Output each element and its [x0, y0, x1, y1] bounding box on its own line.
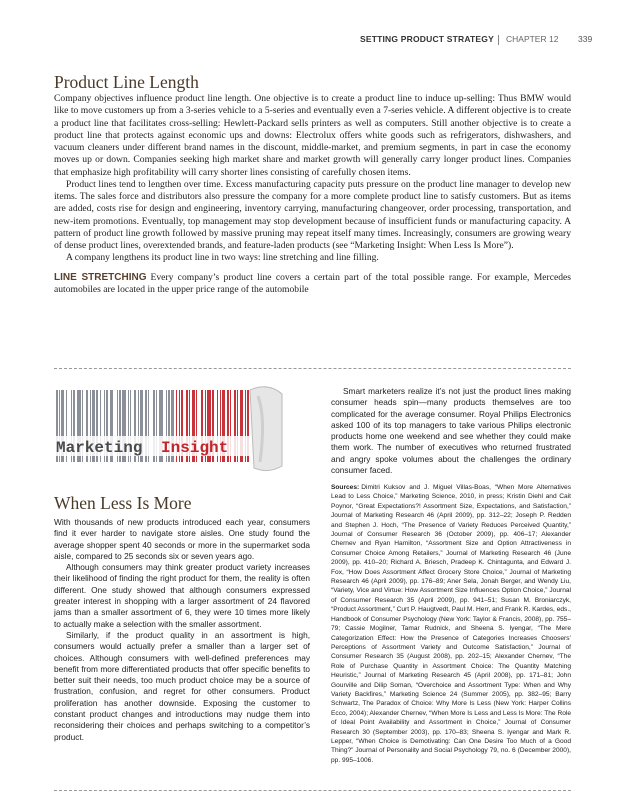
svg-text:Marketing Insight	[56, 439, 228, 457]
line-stretching-heading: LINE STRETCHING	[54, 271, 147, 283]
paragraph-3: A company lengthens its product line in two ways: line stretching and line filling.	[66, 252, 379, 264]
running-header	[0, 34, 623, 48]
sources-note	[331, 483, 571, 765]
page-number: 339	[578, 34, 593, 44]
line-stretching-text: Every company’s product line covers a certain part of the total possible range. For example, Mercedes automobiles are located in the upper price range of the automobile	[54, 271, 571, 295]
body-text	[54, 93, 571, 296]
banner-word-insight: Insight	[161, 439, 229, 457]
line-stretching-paragraph	[54, 272, 571, 297]
barcode-graphic	[54, 382, 312, 472]
insight-paragraph-2: Although consumers may think greater product variety increases their likelihood of finding the right product for them, the reality is often different. One study showed that although consumers expressed greater interest in shopping with a larger assortment of 24 flavored jams than a smaller assortment of 6, they were 10 times more likely to actually make a selection with the smaller assortment.	[54, 562, 310, 629]
insight-title: When Less Is More	[54, 493, 192, 513]
section-heading: Product Line Length	[54, 72, 199, 92]
header-chapter: CHAPTER 12	[506, 34, 559, 44]
insight-right-column	[331, 386, 571, 476]
insight-left-column	[54, 517, 310, 743]
box-bottom-divider	[54, 790, 571, 791]
paragraph-2: Product lines tend to lengthen over time. Excess manufacturing capacity puts pressure on the product line manager to develop new items. The sales force and distributors also pressure the company for a more complete product line to satisfy customers. But as items are added, costs rise for design and engineering, inventory carrying, manufacturing changeover, order processing, transportation, and new-item promotions. Eventually, top management may stop development because of insufficient funds or manufacturing capacity. A pattern of product line growth followed by massive pruning may repeat itself many times. Increasingly, consumers are growing weary of dense product lines, overextended brands, and feature-laden products (see “Marketing Insight: When Less Is More”).	[54, 178, 571, 251]
insight-paragraph-4: Smart marketers realize it’s not just the product lines making consumer heads spin—many products themselves are too complicated for the average consumer. Royal Philips Electronics asked 100 of its top managers to take various Philips electronic products home one weekend and see whether they could make them work. The number of executives who returned frustrated and angry spoke volumes about the challenges the ordinary consumer faced.	[331, 386, 571, 476]
insight-paragraph-3: Similarly, if the product quality in an assortment is high, consumers would actually prefer a smaller than a larger set of choices. Although consumers with well-defined preferences may benefit from more differentiated products that offer specific benefits to better suit their needs, too much product choice may be a source of frustration, confusion, and regret for other consumers. Product proliferation has another downside. Exposing the customer to constant product changes and introductions may nudge them into reconsidering their choices and perhaps switching to a competitor’s product.	[54, 629, 310, 742]
box-top-divider	[54, 368, 571, 369]
paragraph-1: Company objectives influence product line length. One objective is to create a product line to induce up-selling: Thus BMW would like to move customers up from a 3-series vehicle to a 5-series and eventually even a 7-series vehicle. A different objective is to create a product line that facilitates cross-selling: Hewlett-Packard sells printers as well as computers. Still another objective is to create a product line that protects against economic ups and downs: Electrolux offers white goods such as refrigerators, dishwashers, and vacuum cleaners under different brand names in the discount, middle-market, and premium segments, in part in case the economy moves up or down. Companies seeking high market share and market growth will generally carry longer product lines. Companies that emphasize high profitability will carry shorter lines consisting of carefully chosen items.	[54, 93, 571, 178]
curl-icon	[250, 387, 282, 471]
header-section-title: SETTING PRODUCT STRATEGY	[359, 34, 494, 44]
sources-text: Dimitri Kuksov and J. Miguel Villas-Boas, “When More Alternatives Lead to Less Choice,” Marketing Science, 2010, in press; Kristin Diehl and Cait Poynor, “Great Expectations?! Assortment Size, Expectations, and Satisfaction,” Journal of Marketing Research 46 (April 2009), pp. 312–22; Joseph P. Redden and Stephen J. Hoch, “The Presence of Variety Reduces Perceived Quantity,” Journal of Consumer Research 36 (October 2009), pp. 406–17; Alexander Chernev and Ryan Hamilton, “Assortment Size and Option Attractiveness in Consumer Choice Among Retailers,” Journal of Marketing Research 46 (June 2009), pp. 410–20; Richard A. Briesch, Pradeep K. Chintagunta, and Edward J. Fox, “How Does Assortment Affect Grocery Store Choice,” Journal of Marketing Research 46 (April 2009), pp. 176–89; Aner Sela, Jonah Berger, and Wendy Liu, “Variety, Vice and Virtue: How Assortment Size Influences Option Choice,” Journal of Consumer Research 35 (April 2009), pp. 941–51; Susan M. Broniarczyk, “Product Assortment,” Curt P. Haugtvedt, Paul M. Herr, and Frank R. Kardes, eds., Handbook of Consumer Psychology (New York: Taylor & Francis, 2008), pp. 755–79; Cassie Mogilner, Tamar Rudnick, and Sheena S. Iyengar, “The Mere Categorization Effect: How the Presence of Categories Increases Choosers’ Perceptions of Assortment Variety and Outcome Satisfaction,” Journal of Consumer Research 35 (August 2008), pp. 202–15; Alexander Chernev, “The Role of Purchase Quantity in Assortment Choice: The Quantity Matching Heuristic,” Journal of Marketing Research 45 (April 2008), pp. 171–81; John Gourville and Dilip Soman, “Overchoice and Assortment Type: When and Why Variety Backfires,” Marketing Science 24 (Summer 2005), pp. 382–95; Barry Schwartz, The Paradox of Choice: Why More Is Less (New York: Harper Collins Ecco, 2004); Alexander Chernev, “When More Is Less and Less Is More: The Role of Ideal Point Availability and Assortment in Choice,” Journal of Consumer Research 30 (September 2003), pp. 170–83; Sheena S. Iyengar and Mark R. Lepper, “When Choice is Demotivating: Can One Desire Too Much of a Good Thing?” Journal of Personality and Social Psychology 79, no. 6 (December 2000), pp. 995–1006.	[331, 484, 571, 764]
marketing-insight-banner	[54, 382, 312, 472]
sources-label: Sources:	[331, 484, 360, 491]
insight-paragraph-1: With thousands of new products introduced each year, consumers find it ever harder to navigate store aisles. One study found the average shopper spent 40 seconds or more in the supermarket soda aisle, compared to 25 seconds six or seven years ago.	[54, 517, 310, 561]
banner-word-marketing: Marketing	[56, 439, 143, 457]
header-divider	[498, 35, 499, 45]
